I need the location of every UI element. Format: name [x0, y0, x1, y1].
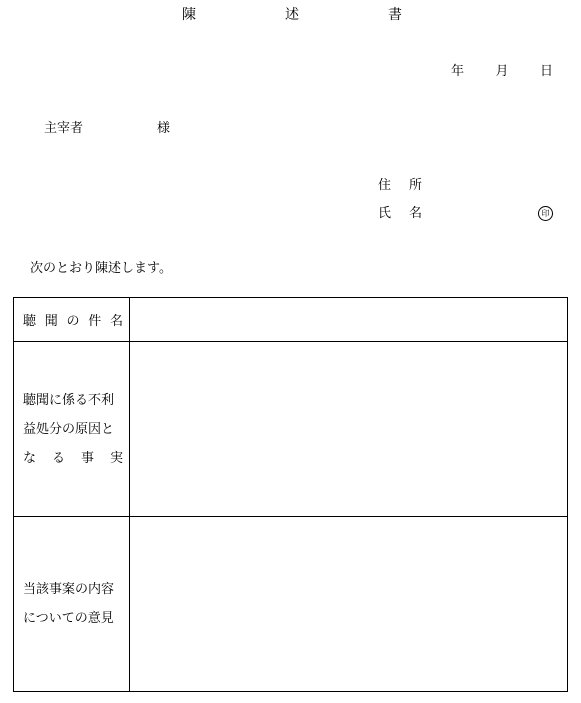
addressee-line	[44, 122, 170, 135]
document-title	[182, 8, 402, 22]
date-month: 月	[495, 64, 509, 79]
opinion-label-cell	[14, 517, 130, 692]
date-day: 日	[539, 64, 553, 79]
date-year: 年	[451, 64, 465, 79]
label-char: の	[66, 314, 80, 329]
hearing-title-input-cell[interactable]	[130, 298, 568, 342]
label-char: な	[23, 450, 37, 466]
label-char: 実	[109, 450, 123, 466]
label-char: る	[51, 450, 65, 466]
label-char: 聞	[44, 314, 58, 329]
table-row	[14, 342, 568, 517]
title-char-3: 書	[388, 7, 402, 23]
label-char: 事	[80, 450, 94, 466]
name-label-char-2: 名	[408, 206, 422, 221]
addressee-honorific: 様	[157, 121, 171, 136]
cause-facts-input-cell[interactable]	[130, 342, 568, 517]
opinion-label-line2: についての意見	[23, 611, 114, 626]
opinion-input-cell[interactable]	[130, 517, 568, 692]
table-row	[14, 298, 568, 342]
cause-facts-label-line1: 聴聞に係る不利	[23, 392, 115, 408]
title-char-1: 陳	[182, 7, 196, 23]
seal-mark-icon: 印	[538, 206, 553, 221]
cause-facts-label-line3	[23, 444, 123, 473]
address-label	[378, 179, 422, 192]
addressee-name: 主宰者	[44, 121, 84, 136]
cause-facts-label-cell	[14, 342, 130, 517]
intro-text: 次のとおり陳述します。	[30, 261, 172, 276]
label-char: 聴	[23, 314, 37, 329]
statement-table	[13, 297, 568, 692]
hearing-title-label-cell	[14, 298, 130, 342]
table-row	[14, 517, 568, 692]
label-char: 件	[88, 314, 102, 329]
cause-facts-label-line2: 益処分の原因と	[23, 421, 115, 437]
title-char-2: 述	[285, 7, 299, 23]
label-char: 名	[109, 314, 123, 329]
opinion-label-line1: 当該事案の内容	[23, 582, 115, 597]
name-label	[378, 207, 422, 220]
address-label-char-2: 所	[408, 178, 422, 193]
name-label-char-1: 氏	[378, 206, 392, 221]
address-label-char-1: 住	[378, 178, 392, 193]
date-line	[451, 65, 553, 78]
